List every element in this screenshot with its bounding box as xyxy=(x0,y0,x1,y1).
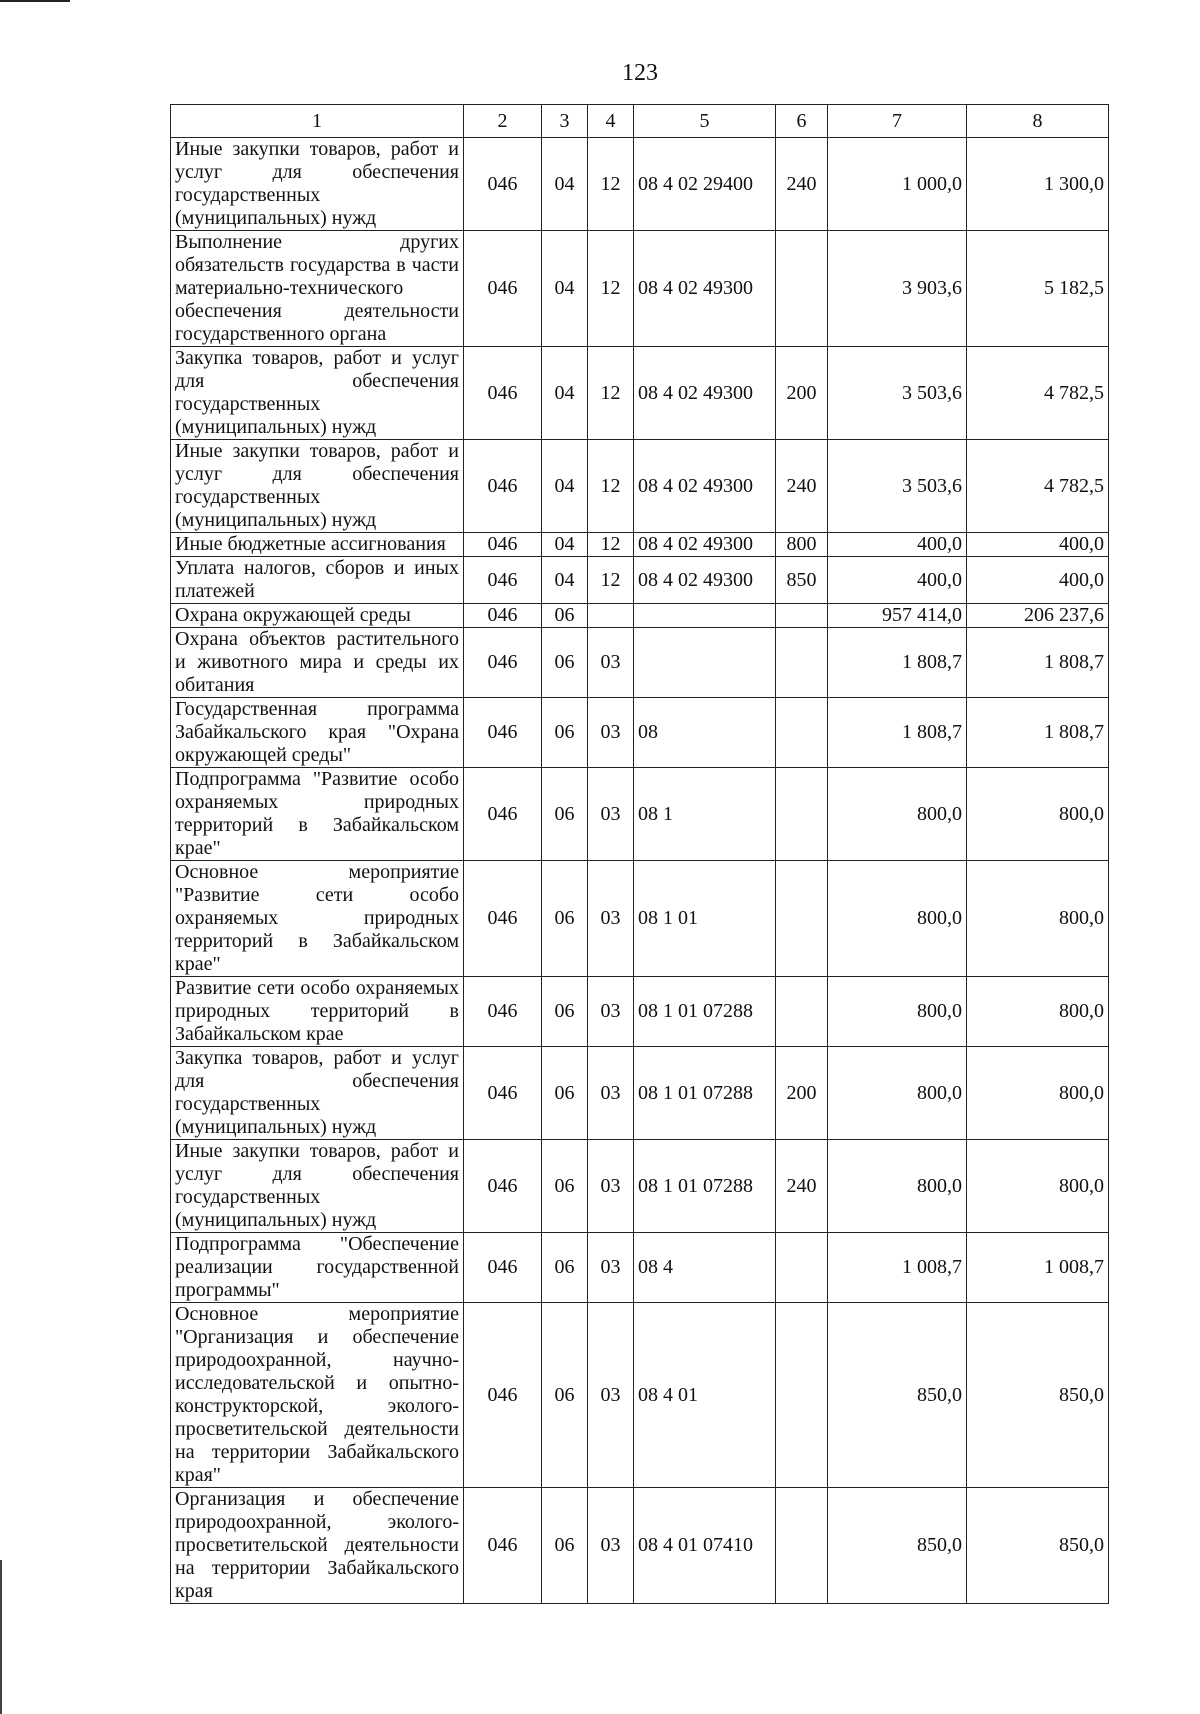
table-row xyxy=(171,138,1109,231)
target-article-cell: 08 4 02 29400 xyxy=(634,138,776,231)
section-code-cell: 04 xyxy=(542,138,588,231)
target-article-cell xyxy=(634,628,776,698)
column-header: 6 xyxy=(776,105,828,138)
expense-type-cell: 240 xyxy=(776,440,828,533)
section-code-cell: 06 xyxy=(542,977,588,1047)
section-code-cell: 04 xyxy=(542,347,588,440)
section-code-cell: 06 xyxy=(542,1303,588,1488)
amount-year1-cell: 1 808,7 xyxy=(828,698,967,768)
section-code-cell: 06 xyxy=(542,768,588,861)
item-name-cell: Охрана окружающей среды xyxy=(171,604,464,628)
table-row xyxy=(171,698,1109,768)
subsection-code-cell: 03 xyxy=(588,1047,634,1140)
page-number: 123 xyxy=(622,60,658,86)
item-name-cell: Основное мероприятие "Организация и обеспечение природоохранной, научно-исследовательской и опытно-конструкторской, эколого-просветительской деятельности на территории Забайкальского края" xyxy=(171,1303,464,1488)
expense-type-cell xyxy=(776,698,828,768)
amount-year1-cell: 1 000,0 xyxy=(828,138,967,231)
column-header: 7 xyxy=(828,105,967,138)
item-name-cell: Иные закупки товаров, работ и услуг для обеспечения государственных (муниципальных) нужд xyxy=(171,1140,464,1233)
ministry-code-cell: 046 xyxy=(464,1303,542,1488)
table-row xyxy=(171,231,1109,347)
ministry-code-cell: 046 xyxy=(464,768,542,861)
subsection-code-cell: 03 xyxy=(588,977,634,1047)
item-name-cell: Закупка товаров, работ и услуг для обеспечения государственных (муниципальных) нужд xyxy=(171,1047,464,1140)
table-row xyxy=(171,1488,1109,1604)
amount-year1-cell: 400,0 xyxy=(828,533,967,557)
expense-type-cell: 240 xyxy=(776,138,828,231)
item-name-cell: Иные закупки товаров, работ и услуг для обеспечения государственных (муниципальных) нужд xyxy=(171,440,464,533)
subsection-code-cell: 03 xyxy=(588,1140,634,1233)
amount-year2-cell: 800,0 xyxy=(967,1140,1109,1233)
subsection-code-cell: 03 xyxy=(588,861,634,977)
column-header: 5 xyxy=(634,105,776,138)
table-row xyxy=(171,1140,1109,1233)
expense-type-cell: 850 xyxy=(776,557,828,604)
amount-year2-cell: 1 008,7 xyxy=(967,1233,1109,1303)
expense-type-cell xyxy=(776,1488,828,1604)
amount-year1-cell: 850,0 xyxy=(828,1488,967,1604)
subsection-code-cell xyxy=(588,604,634,628)
expense-type-cell xyxy=(776,1233,828,1303)
ministry-code-cell: 046 xyxy=(464,440,542,533)
item-name-cell: Выполнение других обязательств государства в части материально-технического обеспечения деятельности государственного органа xyxy=(171,231,464,347)
expense-type-cell: 200 xyxy=(776,347,828,440)
amount-year1-cell: 3 503,6 xyxy=(828,347,967,440)
amount-year2-cell: 800,0 xyxy=(967,768,1109,861)
amount-year1-cell: 800,0 xyxy=(828,977,967,1047)
subsection-code-cell: 03 xyxy=(588,628,634,698)
amount-year2-cell: 1 300,0 xyxy=(967,138,1109,231)
table-row xyxy=(171,628,1109,698)
item-name-cell: Организация и обеспечение природоохранной, эколого-просветительской деятельности на территории Забайкальского края xyxy=(171,1488,464,1604)
ministry-code-cell: 046 xyxy=(464,1233,542,1303)
amount-year2-cell: 800,0 xyxy=(967,1047,1109,1140)
ministry-code-cell: 046 xyxy=(464,861,542,977)
item-name-cell: Подпрограмма "Обеспечение реализации государственной программы" xyxy=(171,1233,464,1303)
expense-type-cell: 200 xyxy=(776,1047,828,1140)
section-code-cell: 06 xyxy=(542,1488,588,1604)
amount-year2-cell: 4 782,5 xyxy=(967,347,1109,440)
target-article-cell: 08 1 01 07288 xyxy=(634,1140,776,1233)
column-header: 1 xyxy=(171,105,464,138)
subsection-code-cell: 03 xyxy=(588,1488,634,1604)
item-name-cell: Иные бюджетные ассигнования xyxy=(171,533,464,557)
target-article-cell: 08 xyxy=(634,698,776,768)
section-code-cell: 04 xyxy=(542,231,588,347)
target-article-cell: 08 4 01 xyxy=(634,1303,776,1488)
amount-year2-cell: 5 182,5 xyxy=(967,231,1109,347)
amount-year1-cell: 800,0 xyxy=(828,1140,967,1233)
table-body xyxy=(171,105,1109,1604)
amount-year2-cell: 4 782,5 xyxy=(967,440,1109,533)
amount-year1-cell: 3 903,6 xyxy=(828,231,967,347)
ministry-code-cell: 046 xyxy=(464,533,542,557)
ministry-code-cell: 046 xyxy=(464,138,542,231)
subsection-code-cell: 03 xyxy=(588,698,634,768)
table-row xyxy=(171,1233,1109,1303)
ministry-code-cell: 046 xyxy=(464,604,542,628)
expense-type-cell xyxy=(776,861,828,977)
amount-year1-cell: 1 808,7 xyxy=(828,628,967,698)
amount-year2-cell: 1 808,7 xyxy=(967,628,1109,698)
column-header: 2 xyxy=(464,105,542,138)
ministry-code-cell: 046 xyxy=(464,347,542,440)
target-article-cell: 08 4 01 07410 xyxy=(634,1488,776,1604)
column-header: 8 xyxy=(967,105,1109,138)
scan-artifact-edge xyxy=(0,1560,2,1714)
amount-year1-cell: 957 414,0 xyxy=(828,604,967,628)
target-article-cell: 08 1 xyxy=(634,768,776,861)
subsection-code-cell: 12 xyxy=(588,231,634,347)
ministry-code-cell: 046 xyxy=(464,698,542,768)
subsection-code-cell: 12 xyxy=(588,557,634,604)
column-header: 3 xyxy=(542,105,588,138)
section-code-cell: 04 xyxy=(542,440,588,533)
subsection-code-cell: 12 xyxy=(588,347,634,440)
ministry-code-cell: 046 xyxy=(464,628,542,698)
item-name-cell: Подпрограмма "Развитие особо охраняемых природных территорий в Забайкальском крае" xyxy=(171,768,464,861)
target-article-cell: 08 1 01 xyxy=(634,861,776,977)
subsection-code-cell: 12 xyxy=(588,440,634,533)
section-code-cell: 06 xyxy=(542,1047,588,1140)
section-code-cell: 06 xyxy=(542,1233,588,1303)
subsection-code-cell: 12 xyxy=(588,533,634,557)
target-article-cell: 08 4 02 49300 xyxy=(634,440,776,533)
amount-year2-cell: 800,0 xyxy=(967,977,1109,1047)
section-code-cell: 06 xyxy=(542,698,588,768)
target-article-cell: 08 4 02 49300 xyxy=(634,231,776,347)
expense-type-cell xyxy=(776,604,828,628)
item-name-cell: Основное мероприятие "Развитие сети особо охраняемых природных территорий в Забайкальском крае" xyxy=(171,861,464,977)
amount-year1-cell: 800,0 xyxy=(828,1047,967,1140)
amount-year1-cell: 1 008,7 xyxy=(828,1233,967,1303)
amount-year1-cell: 850,0 xyxy=(828,1303,967,1488)
section-code-cell: 06 xyxy=(542,1140,588,1233)
amount-year2-cell: 1 808,7 xyxy=(967,698,1109,768)
target-article-cell xyxy=(634,604,776,628)
item-name-cell: Государственная программа Забайкальского края "Охрана окружающей среды" xyxy=(171,698,464,768)
header-row xyxy=(171,105,1109,138)
amount-year1-cell: 800,0 xyxy=(828,861,967,977)
amount-year2-cell: 400,0 xyxy=(967,557,1109,604)
table-row xyxy=(171,347,1109,440)
subsection-code-cell: 03 xyxy=(588,1233,634,1303)
ministry-code-cell: 046 xyxy=(464,557,542,604)
amount-year2-cell: 800,0 xyxy=(967,861,1109,977)
ministry-code-cell: 046 xyxy=(464,231,542,347)
amount-year2-cell: 850,0 xyxy=(967,1303,1109,1488)
target-article-cell: 08 1 01 07288 xyxy=(634,977,776,1047)
table-row xyxy=(171,1303,1109,1488)
section-code-cell: 06 xyxy=(542,628,588,698)
ministry-code-cell: 046 xyxy=(464,1140,542,1233)
table-row xyxy=(171,861,1109,977)
item-name-cell: Охрана объектов растительного и животного мира и среды их обитания xyxy=(171,628,464,698)
target-article-cell: 08 4 02 49300 xyxy=(634,347,776,440)
amount-year2-cell: 400,0 xyxy=(967,533,1109,557)
expense-type-cell xyxy=(776,628,828,698)
ministry-code-cell: 046 xyxy=(464,1047,542,1140)
section-code-cell: 06 xyxy=(542,604,588,628)
ministry-code-cell: 046 xyxy=(464,1488,542,1604)
amount-year1-cell: 3 503,6 xyxy=(828,440,967,533)
expense-type-cell: 800 xyxy=(776,533,828,557)
section-code-cell: 06 xyxy=(542,861,588,977)
ministry-code-cell: 046 xyxy=(464,977,542,1047)
target-article-cell: 08 1 01 07288 xyxy=(634,1047,776,1140)
table-row xyxy=(171,1047,1109,1140)
section-code-cell: 04 xyxy=(542,533,588,557)
target-article-cell: 08 4 xyxy=(634,1233,776,1303)
subsection-code-cell: 03 xyxy=(588,768,634,861)
table-row xyxy=(171,440,1109,533)
table-row xyxy=(171,977,1109,1047)
budget-table xyxy=(170,104,1109,1604)
item-name-cell: Развитие сети особо охраняемых природных территорий в Забайкальском крае xyxy=(171,977,464,1047)
expense-type-cell xyxy=(776,768,828,861)
expense-type-cell: 240 xyxy=(776,1140,828,1233)
table-row xyxy=(171,533,1109,557)
target-article-cell: 08 4 02 49300 xyxy=(634,533,776,557)
amount-year2-cell: 850,0 xyxy=(967,1488,1109,1604)
table-row xyxy=(171,557,1109,604)
expense-type-cell xyxy=(776,977,828,1047)
section-code-cell: 04 xyxy=(542,557,588,604)
subsection-code-cell: 12 xyxy=(588,138,634,231)
expense-type-cell xyxy=(776,231,828,347)
table-row xyxy=(171,768,1109,861)
expense-type-cell xyxy=(776,1303,828,1488)
subsection-code-cell: 03 xyxy=(588,1303,634,1488)
table-row xyxy=(171,604,1109,628)
item-name-cell: Закупка товаров, работ и услуг для обеспечения государственных (муниципальных) нужд xyxy=(171,347,464,440)
target-article-cell: 08 4 02 49300 xyxy=(634,557,776,604)
amount-year2-cell: 206 237,6 xyxy=(967,604,1109,628)
column-header: 4 xyxy=(588,105,634,138)
amount-year1-cell: 800,0 xyxy=(828,768,967,861)
item-name-cell: Иные закупки товаров, работ и услуг для обеспечения государственных (муниципальных) нужд xyxy=(171,138,464,231)
amount-year1-cell: 400,0 xyxy=(828,557,967,604)
scan-artifact-line xyxy=(0,0,70,2)
item-name-cell: Уплата налогов, сборов и иных платежей xyxy=(171,557,464,604)
